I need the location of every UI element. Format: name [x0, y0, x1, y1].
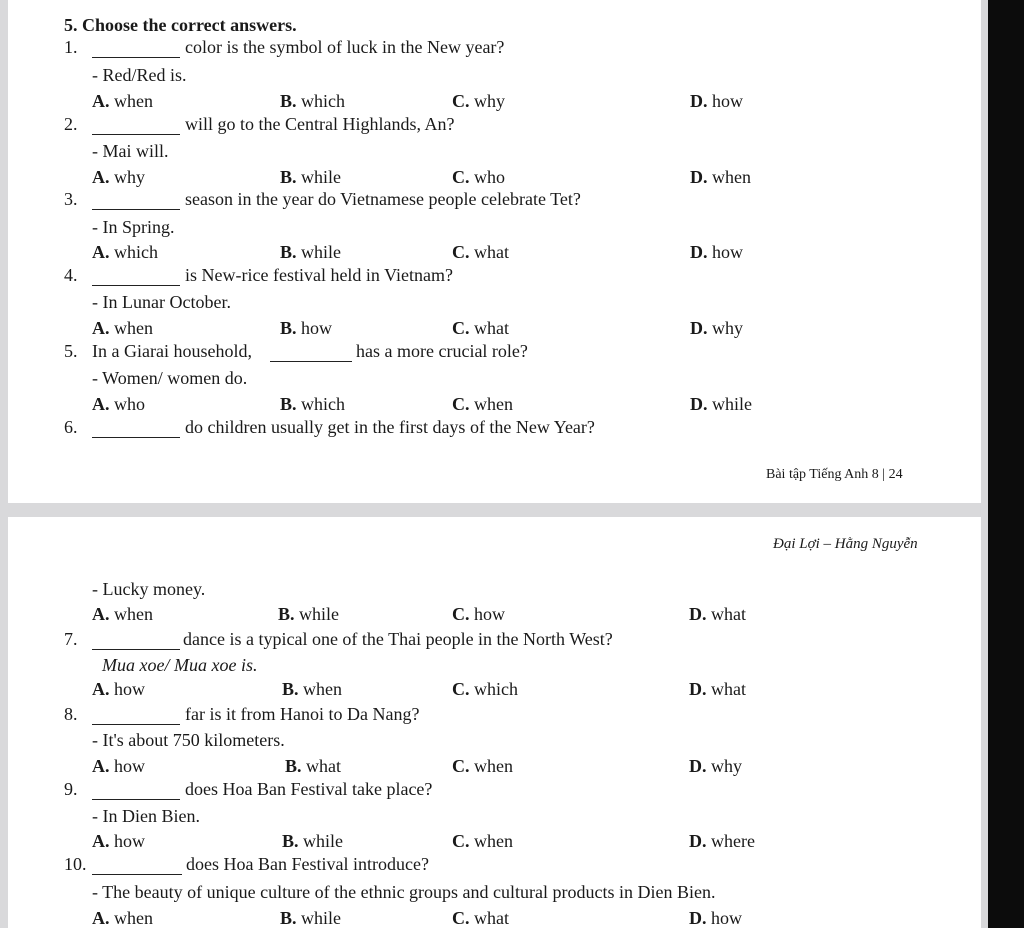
page-two [8, 517, 981, 928]
option-b: B. while [280, 242, 342, 262]
option-b: B. while [282, 831, 344, 851]
answer-hint: - In Dien Bien. [92, 806, 200, 826]
option-d: D. how [690, 91, 743, 111]
question-number: 8. [64, 704, 78, 724]
question-text: does Hoa Ban Festival take place? [185, 779, 433, 799]
question-text-prefix: In a Giarai household, [92, 341, 252, 361]
answer-hint: - In Spring. [92, 217, 175, 237]
option-a: A. which [92, 242, 158, 262]
option-b: B. while [280, 908, 342, 928]
question-number: 4. [64, 265, 78, 285]
question-text: do children usually get in the first days of the New Year? [185, 417, 595, 437]
question-number: 10. [64, 854, 87, 874]
answer-blank [92, 57, 180, 58]
answer-blank [270, 361, 352, 362]
answer-hint: - Red/Red is. [92, 65, 187, 85]
option-b: B. while [280, 167, 342, 187]
answer-hint: Mua xoe/ Mua xoe is. [102, 655, 258, 675]
option-a: A. when [92, 604, 153, 624]
option-c: C. what [452, 908, 509, 928]
option-c: C. what [452, 242, 509, 262]
question-text: is New-rice festival held in Vietnam? [185, 265, 453, 285]
option-c: C. when [452, 831, 513, 851]
question-number: 3. [64, 189, 78, 209]
answer-hint: - Women/ women do. [92, 368, 248, 388]
option-b: B. which [280, 394, 346, 414]
page-one [8, 0, 981, 503]
option-d: D. how [689, 908, 742, 928]
question-text: has a more crucial role? [356, 341, 528, 361]
answer-blank [92, 874, 182, 875]
question-number: 5. [64, 341, 78, 361]
option-c: C. when [452, 394, 513, 414]
option-b: B. which [280, 91, 346, 111]
option-a: A. why [92, 167, 145, 187]
exercise-heading: 5. Choose the correct answers. [64, 15, 297, 35]
option-a: A. when [92, 908, 153, 928]
answer-blank [92, 724, 180, 725]
option-c: C. when [452, 756, 513, 776]
answer-blank [92, 437, 180, 438]
question-text: far is it from Hanoi to Da Nang? [185, 704, 420, 724]
question-number: 6. [64, 417, 78, 437]
option-d: D. what [689, 679, 746, 699]
option-b: B. when [282, 679, 343, 699]
question-number: 9. [64, 779, 78, 799]
answer-blank [92, 209, 180, 210]
answer-blank [92, 649, 180, 650]
option-d: D. what [689, 604, 746, 624]
answer-hint: - Lucky money. [92, 579, 206, 599]
option-c: C. why [452, 91, 505, 111]
option-a: A. who [92, 394, 145, 414]
option-c: C. how [452, 604, 505, 624]
option-c: C. which [452, 679, 518, 699]
option-b: B. what [285, 756, 342, 776]
screen-edge [988, 0, 1024, 928]
option-d: D. when [690, 167, 751, 187]
option-b: B. while [278, 604, 340, 624]
option-a: A. when [92, 91, 153, 111]
answer-blank [92, 799, 180, 800]
option-c: C. what [452, 318, 509, 338]
answer-hint: - In Lunar October. [92, 292, 231, 312]
question-number: 2. [64, 114, 78, 134]
answer-blank [92, 134, 180, 135]
question-number: 7. [64, 629, 78, 649]
option-a: A. how [92, 679, 145, 699]
question-number: 1. [64, 37, 78, 57]
option-d: D. while [690, 394, 752, 414]
option-c: C. who [452, 167, 505, 187]
answer-hint: - It's about 750 kilometers. [92, 730, 285, 750]
question-text: does Hoa Ban Festival introduce? [186, 854, 429, 874]
question-text: will go to the Central Highlands, An? [185, 114, 455, 134]
option-a: A. how [92, 756, 145, 776]
answer-blank [92, 285, 180, 286]
option-a: A. when [92, 318, 153, 338]
answer-hint: - Mai will. [92, 141, 169, 161]
option-d: D. why [690, 318, 743, 338]
option-b: B. how [280, 318, 333, 338]
page-footer: Bài tập Tiếng Anh 8 | 24 [766, 467, 903, 482]
page-header-author: Đại Lợi – Hằng Nguyễn [773, 536, 918, 552]
question-text: color is the symbol of luck in the New year? [185, 37, 505, 57]
option-d: D. where [689, 831, 755, 851]
question-text: season in the year do Vietnamese people celebrate Tet? [185, 189, 581, 209]
option-d: D. how [690, 242, 743, 262]
option-a: A. how [92, 831, 145, 851]
answer-hint: - The beauty of unique culture of the ethnic groups and cultural products in Dien Bien. [92, 882, 716, 902]
option-d: D. why [689, 756, 742, 776]
question-text: dance is a typical one of the Thai people in the North West? [183, 629, 613, 649]
